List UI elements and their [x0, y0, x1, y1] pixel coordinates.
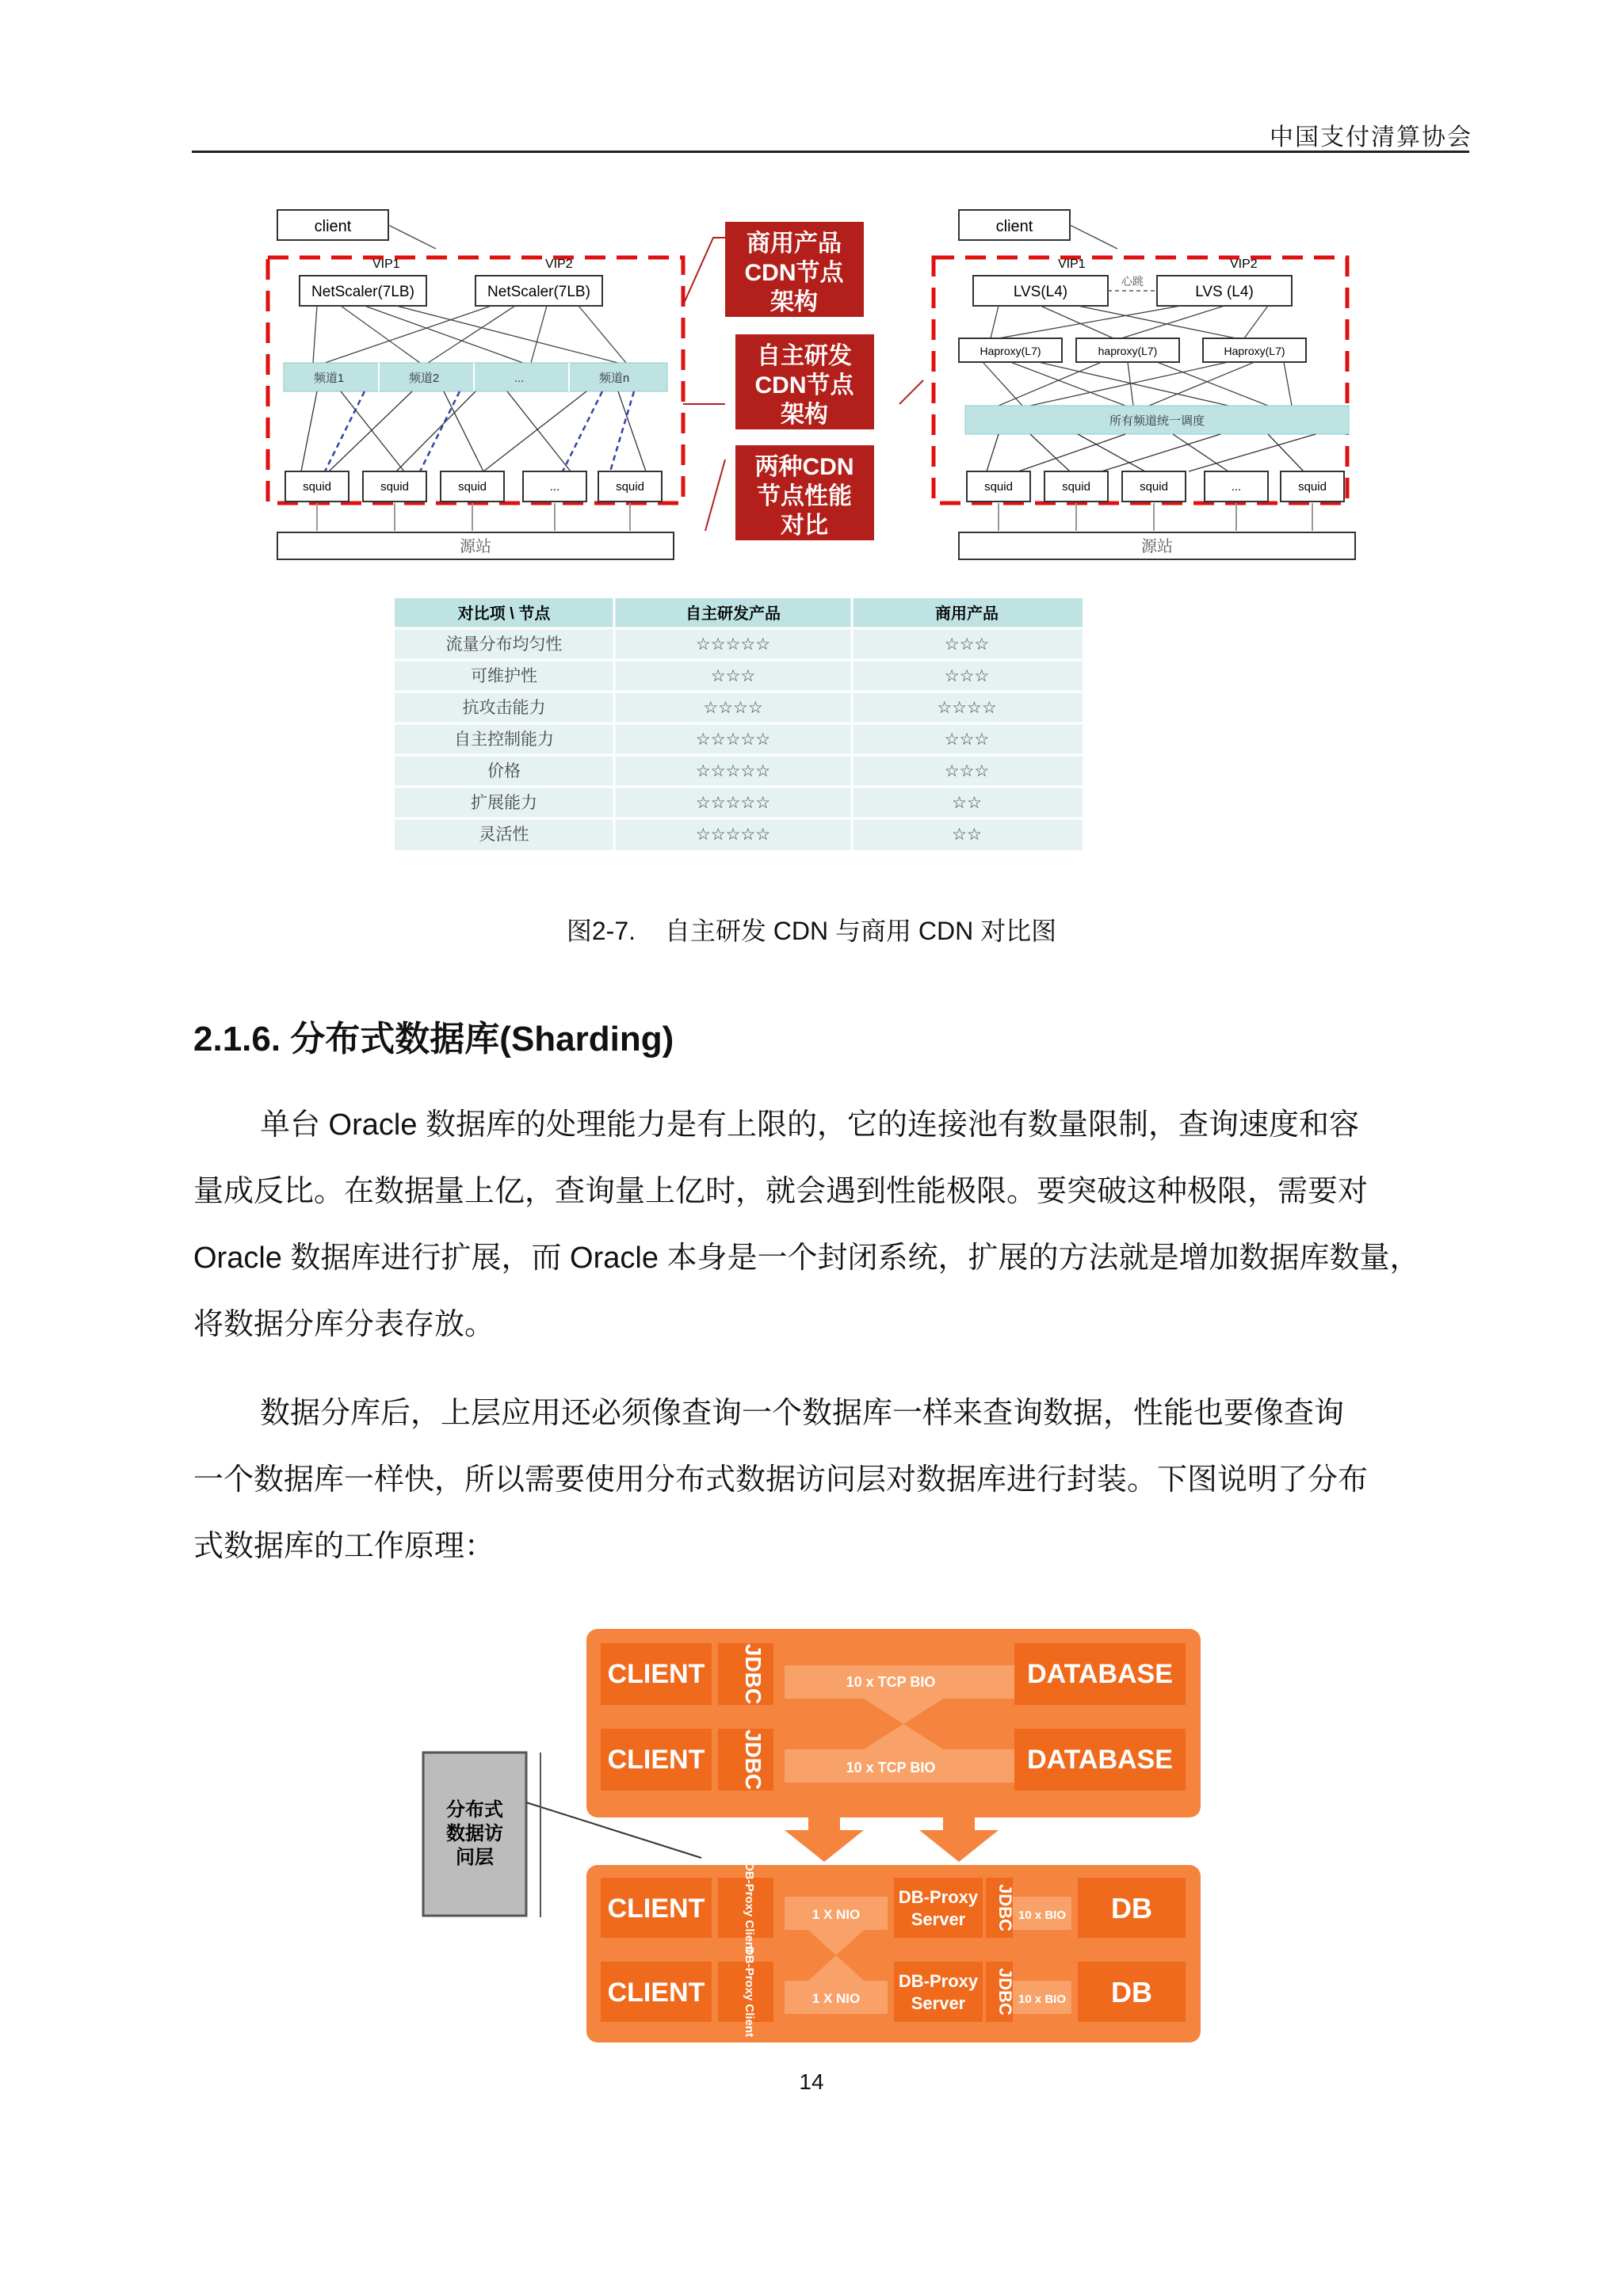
label-commercial-1: 商用产品 — [747, 231, 842, 257]
right-lb2-label: LVS (L4) — [1195, 284, 1254, 300]
bottom-proxy-server-2-l2: Server — [911, 1993, 966, 2013]
bottom-jdbc-1-label: JDBC — [995, 1884, 1015, 1932]
table-header-selfdev: 自主研发产品 — [685, 605, 781, 623]
right-heartbeat: 心跳 — [1121, 275, 1144, 288]
side-label-3: 问层 — [456, 1847, 494, 1868]
bottom-link1-2-label: 1 X NIO — [812, 1991, 861, 2006]
table-row-3-item: 抗攻击能力 — [462, 699, 546, 717]
right-vip1: VIP1 — [1058, 257, 1086, 271]
top-jdbc-1-label: JDBC — [741, 1643, 766, 1705]
label-selfdev-2: CDN节点 — [754, 372, 854, 399]
table-row-3-selfdev: ☆☆☆☆ — [703, 699, 763, 717]
bottom-db-1-label: DB — [1111, 1892, 1152, 1924]
table-row-2-commercial: ☆☆☆ — [944, 667, 990, 685]
label-selfdev-3: 架构 — [781, 402, 828, 428]
table-row-1-item: 流量分布均匀性 — [445, 635, 563, 654]
right-squid-1-label: squid — [984, 480, 1013, 494]
bottom-link2-2-label: 10 x BIO — [1018, 1993, 1067, 2006]
right-origin-label: 源站 — [1141, 538, 1173, 555]
right-haproxy-1-label: Haproxy(L7) — [980, 345, 1041, 357]
header-org: 中国支付清算协会 — [1270, 124, 1472, 151]
side-label-1: 分布式 — [446, 1799, 503, 1821]
cdn-comparison-figure — [238, 198, 1395, 856]
label-commercial-3: 架构 — [770, 289, 818, 315]
label-compare-1: 两种CDN — [754, 454, 854, 480]
left-channel-1: 频道1 — [313, 372, 345, 385]
table-row-6-selfdev: ☆☆☆☆☆ — [695, 794, 771, 812]
table-row-1-selfdev: ☆☆☆☆☆ — [695, 635, 771, 654]
left-channel-n: 频道n — [598, 372, 630, 385]
table-header-item: 对比项 \ 节点 — [457, 605, 551, 623]
header-rule — [192, 151, 1469, 153]
table-row-4-item: 自主控制能力 — [454, 730, 554, 749]
top-client-1-label: CLIENT — [607, 1659, 705, 1689]
right-client-label: client — [995, 218, 1033, 235]
table-row-2-item: 可维护性 — [471, 667, 537, 685]
bottom-proxy-server-1-l1: DB-Proxy — [898, 1887, 979, 1907]
down-arrow-left — [785, 1817, 864, 1862]
left-vip2: VIP2 — [545, 257, 573, 271]
page-number: 14 — [799, 2069, 824, 2094]
table-row-7-selfdev: ☆☆☆☆☆ — [695, 826, 771, 844]
paragraph-1-line-1: 单台 Oracle 数据库的处理能力是有上限的，它的连接池有数量限制，查询速度和容 — [260, 1108, 1360, 1142]
table-row-5-selfdev: ☆☆☆☆☆ — [695, 762, 771, 780]
table-row-7-commercial: ☆☆ — [952, 826, 982, 844]
left-squid-5-label: squid — [616, 480, 644, 494]
section-heading: 2.1.6. 分布式数据库(Sharding) — [193, 1020, 674, 1058]
table-row-1-commercial: ☆☆☆ — [944, 635, 990, 654]
left-lb1-label: NetScaler(7LB) — [311, 284, 414, 300]
left-channel-2: 频道2 — [408, 372, 440, 385]
bottom-link2-1-label: 10 x BIO — [1018, 1909, 1067, 1922]
figure-caption-number: 图2-7. — [566, 917, 636, 945]
left-channel-3: ... — [514, 372, 525, 385]
bottom-proxy-server-1-l2: Server — [911, 1909, 966, 1929]
bottom-proxy-client-2-label: DB-Proxy Client — [743, 1946, 756, 2038]
paragraph-2-line-3: 式数据库的工作原理： — [193, 1530, 495, 1563]
top-link-1-label: 10 x TCP BIO — [846, 1674, 936, 1690]
bottom-client-1-label: CLIENT — [607, 1894, 705, 1924]
paragraph-2-line-2: 一个数据库一样快，所以需要使用分布式数据访问层对数据库进行封装。下图说明了分布 — [193, 1463, 1369, 1497]
paragraph-1-line-4: 将数据分库分表存放。 — [193, 1308, 495, 1341]
right-squid-4-label: ... — [1231, 480, 1242, 494]
side-label-2: 数据访 — [446, 1823, 503, 1844]
paragraph-2-line-1: 数据分库后，上层应用还必须像查询一个数据库一样来查询数据，性能也要像查询 — [260, 1397, 1345, 1430]
table-row-2-selfdev: ☆☆☆ — [710, 667, 756, 685]
paragraph-1 — [193, 1092, 1501, 1358]
table-row-7-item: 灵活性 — [479, 826, 529, 844]
right-haproxy-3-label: Haproxy(L7) — [1224, 345, 1285, 357]
top-database-2-label: DATABASE — [1027, 1745, 1173, 1775]
sharding-figure — [420, 1616, 1212, 2044]
table-row-6-commercial: ☆☆ — [952, 794, 982, 812]
left-squid-3-label: squid — [458, 480, 487, 494]
top-client-2-label: CLIENT — [607, 1745, 705, 1775]
left-squid-2-label: squid — [380, 480, 409, 494]
right-haproxy-2-label: haproxy(L7) — [1098, 345, 1158, 357]
label-selfdev-1: 自主研发 — [757, 343, 852, 369]
top-link-2-label: 10 x TCP BIO — [846, 1760, 936, 1775]
label-compare-3: 对比 — [781, 513, 828, 539]
right-vip2: VIP2 — [1230, 257, 1258, 271]
paragraph-1-line-3: Oracle 数据库进行扩展，而 Oracle 本身是一个封闭系统，扩展的方法就是增加数据库数量， — [193, 1241, 1420, 1275]
left-origin-label: 源站 — [460, 538, 491, 555]
bottom-proxy-client-1-label: DB-Proxy Client — [743, 1862, 756, 1954]
table-row-4-commercial: ☆☆☆ — [944, 730, 990, 749]
figure-caption — [0, 911, 1623, 948]
right-squid-5-label: squid — [1298, 480, 1327, 494]
figure-caption-text: 自主研发 CDN 与商用 CDN 对比图 — [664, 917, 1057, 945]
right-squid-3-label: squid — [1140, 480, 1168, 494]
table-row-6-item: 扩展能力 — [471, 794, 537, 812]
table-row-5-item: 价格 — [487, 762, 521, 780]
top-database-1-label: DATABASE — [1027, 1659, 1173, 1689]
label-commercial-2: CDN节点 — [744, 260, 844, 286]
table-row-3-commercial: ☆☆☆☆ — [937, 699, 997, 717]
top-jdbc-2-label: JDBC — [741, 1729, 766, 1791]
table-header-commercial: 商用产品 — [935, 605, 999, 623]
left-lb2-label: NetScaler(7LB) — [487, 284, 590, 300]
table-row-5-commercial: ☆☆☆ — [944, 762, 990, 780]
right-lb1-label: LVS(L4) — [1013, 284, 1068, 300]
right-channel-bar-label: 所有频道统一调度 — [1109, 414, 1205, 428]
down-arrow-right — [919, 1817, 999, 1862]
left-squid-1-label: squid — [303, 480, 331, 494]
left-squid-4-label: ... — [549, 480, 560, 494]
paragraph-2 — [193, 1380, 1501, 1580]
right-squid-2-label: squid — [1062, 480, 1090, 494]
table-row-4-selfdev: ☆☆☆☆☆ — [695, 730, 771, 749]
label-compare-2: 节点性能 — [757, 483, 852, 509]
left-client-label: client — [314, 218, 352, 235]
bottom-proxy-server-2-l1: DB-Proxy — [898, 1971, 979, 1991]
bottom-db-2-label: DB — [1111, 1976, 1152, 2008]
bottom-link1-1-label: 1 X NIO — [812, 1907, 861, 1922]
bottom-jdbc-2-label: JDBC — [995, 1968, 1015, 2016]
left-vip1: VIP1 — [372, 257, 400, 271]
bottom-client-2-label: CLIENT — [607, 1978, 705, 2008]
paragraph-1-line-2: 量成反比。在数据量上亿，查询量上亿时，就会遇到性能极限。要突破这种极限，需要对 — [193, 1175, 1369, 1208]
